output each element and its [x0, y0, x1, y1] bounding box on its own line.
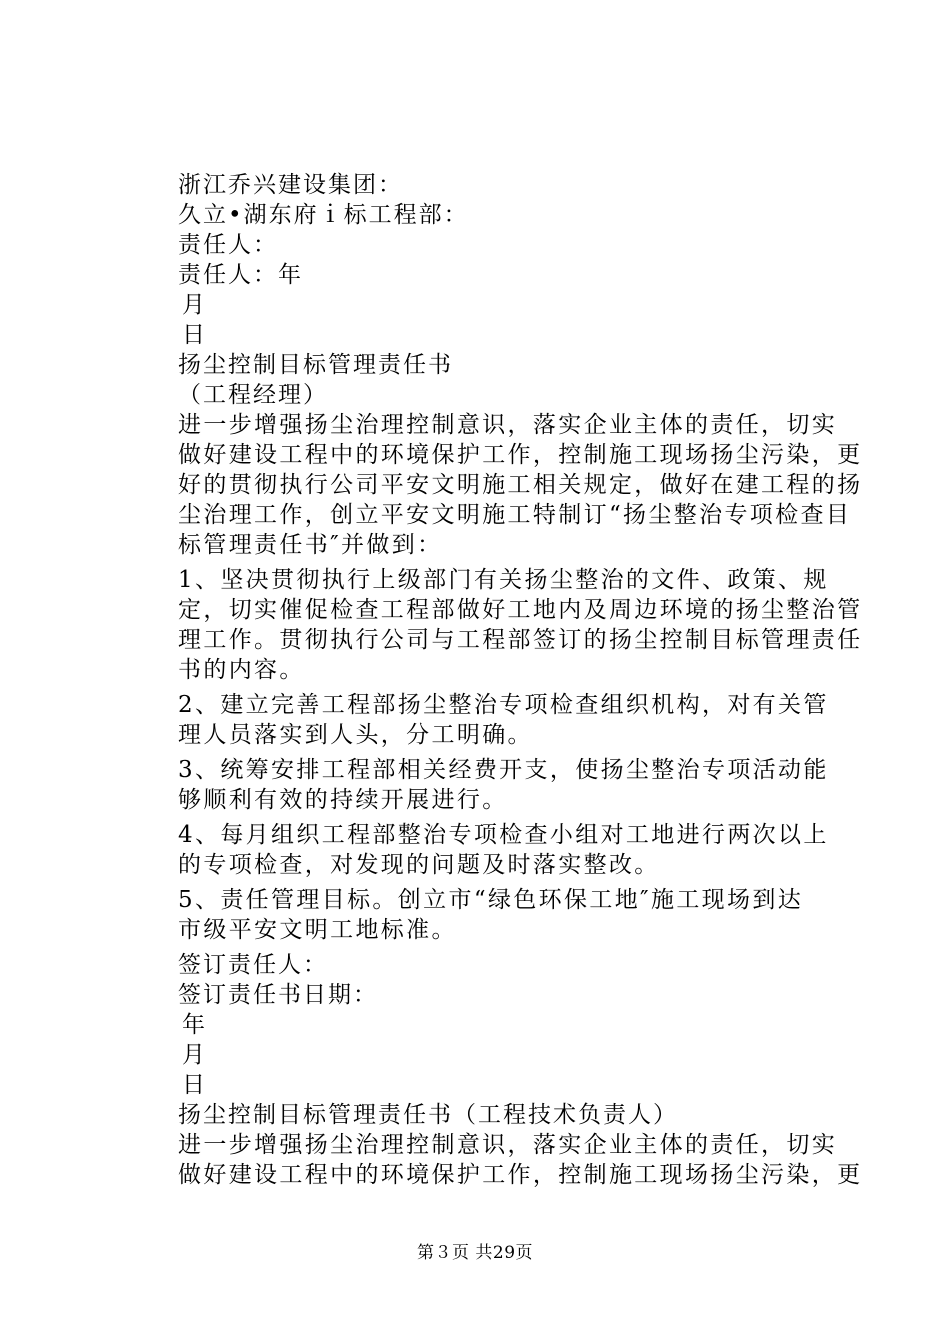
responsible-person-2: 责任人：年	[178, 262, 303, 288]
item-4	[178, 820, 838, 880]
paragraph-line: 理人员落实到人头，分工明确。	[178, 722, 533, 748]
signing-date: 签订责任书日期：	[178, 982, 378, 1008]
recipient-project: 久立•湖东府ｉ标工程部：	[178, 202, 469, 228]
date-day: 日	[182, 1072, 207, 1098]
paragraph-line: 好的贯彻执行公司平安文明施工相关规定，做好在建工程的扬	[178, 472, 863, 498]
page-footer: 第３页 共29页	[416, 1243, 534, 1263]
paragraph-line: 进一步增强扬尘治理控制意识，落实企业主体的责任，切实	[178, 412, 838, 438]
header-block	[178, 170, 838, 410]
intro-paragraph	[178, 410, 863, 560]
paragraph-line: 做好建设工程中的环境保护工作，控制施工现场扬尘污染，更	[178, 442, 863, 468]
date-year: 年	[182, 1012, 207, 1038]
recipient-company: 浙江乔兴建设集团：	[178, 172, 403, 198]
document-subtitle: （工程经理）	[178, 382, 328, 408]
item-1	[178, 565, 863, 685]
signature-block	[178, 950, 838, 1130]
paragraph-line: 标管理责任书″并做到：	[178, 532, 443, 558]
item-3	[178, 755, 838, 815]
paragraph-line: 5、责任管理目标。创立市“绿色环保工地″施工现场到达	[178, 887, 804, 913]
item-5	[178, 885, 838, 945]
paragraph-line: 定，切实催促检查工程部做好工地内及周边环境的扬尘整治管	[178, 597, 863, 623]
paragraph-line: 理工作。贯彻执行公司与工程部签订的扬尘控制目标管理责任	[178, 627, 863, 653]
paragraph-line: 尘治理工作，创立平安文明施工特制订“扬尘整治专项检查目	[178, 502, 852, 528]
paragraph-line: 1、坚决贯彻执行上级部门有关扬尘整治的文件、政策、规	[178, 567, 829, 593]
paragraph-line: 够顺利有效的持续开展进行。	[178, 787, 508, 813]
paragraph-line: 4、每月组织工程部整治专项检查小组对工地进行两次以上	[178, 822, 829, 848]
paragraph-line: 3、统筹安排工程部相关经费开支，使扬尘整治专项活动能	[178, 757, 829, 783]
date-month: 月	[182, 1042, 207, 1068]
paragraph-line: 市级平安文明工地标准。	[178, 917, 457, 943]
paragraph-line: 书的内容。	[178, 657, 305, 683]
second-intro-paragraph	[178, 1130, 863, 1190]
responsible-person-1: 责任人：	[178, 232, 278, 258]
section-title: 扬尘控制目标管理责任书（工程技术负责人）	[178, 1102, 678, 1128]
paragraph-line: 进一步增强扬尘治理控制意识，落实企业主体的责任，切实	[178, 1132, 838, 1158]
paragraph-line: 做好建设工程中的环境保护工作，控制施工现场扬尘污染，更	[178, 1162, 863, 1188]
item-2	[178, 690, 838, 750]
document-body	[178, 170, 863, 1195]
signing-person: 签订责任人：	[178, 952, 328, 978]
document-title: 扬尘控制目标管理责任书	[178, 352, 453, 378]
date-day: 日	[182, 322, 207, 348]
date-month: 月	[182, 292, 207, 318]
paragraph-line: 的专项检查，对发现的问题及时落实整改。	[178, 852, 660, 878]
paragraph-line: 2、建立完善工程部扬尘整治专项检查组织机构，对有关管	[178, 692, 829, 718]
